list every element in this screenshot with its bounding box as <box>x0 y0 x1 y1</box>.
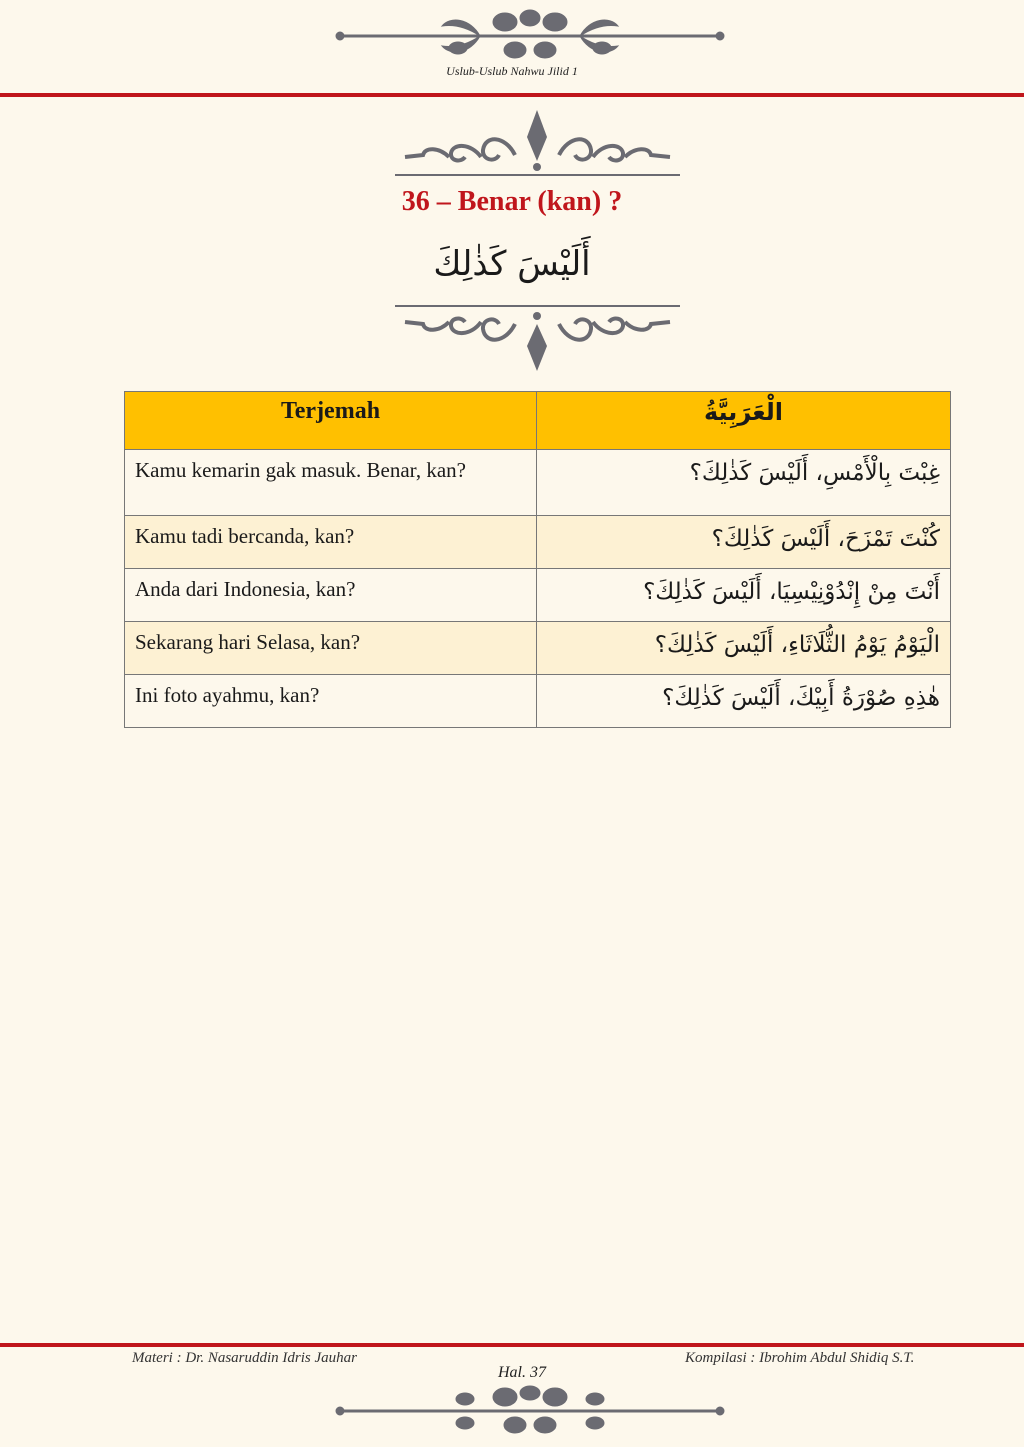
arabic-cell: أَنْتَ مِنْ إِنْدُوْنِيْسِيَا، أَلَيْسَ كَذٰلِكَ؟ <box>537 569 951 622</box>
arabic-cell: غِبْتَ بِالْأَمْسِ، أَلَيْسَ كَذٰلِكَ؟ <box>537 450 951 516</box>
footer-materi: Materi : Dr. Nasaruddin Idris Jauhar <box>132 1350 358 1366</box>
footer-ornament-icon <box>330 1385 730 1437</box>
translation-cell: Sekarang hari Selasa, kan? <box>125 622 537 675</box>
translation-cell: Kamu tadi bercanda, kan? <box>125 516 537 569</box>
page-number: Hal. 37 <box>498 1364 546 1381</box>
title-ornament-bottom-icon <box>395 296 680 376</box>
footer-kompilasi: Kompilasi : Ibrohim Abdul Shidiq S.T. <box>685 1350 915 1366</box>
arabic-cell: كُنْتَ تَمْزَحَ، أَلَيْسَ كَذٰلِكَ؟ <box>537 516 951 569</box>
header-rule <box>0 93 1024 97</box>
lesson-title: 36 – Benar (kan) ? <box>401 186 623 217</box>
table-row <box>125 569 951 622</box>
footer-rule <box>0 1343 1024 1347</box>
running-header: Uslub-Uslub Nahwu Jilid 1 <box>446 64 578 78</box>
lesson-arabic-title: أَلَيْسَ كَذٰلِكَ <box>433 244 591 284</box>
table-row <box>125 516 951 569</box>
arabic-cell: هٰذِهِ صُوْرَةُ أَبِيْكَ، أَلَيْسَ كَذٰلِكَ؟ <box>537 675 951 728</box>
translation-cell: Ini foto ayahmu, kan? <box>125 675 537 728</box>
table-row <box>125 622 951 675</box>
header-translation: Terjemah <box>125 392 537 450</box>
header-arabic: الْعَرَبِيَّةُ <box>537 392 951 450</box>
translation-table <box>124 391 951 728</box>
title-ornament-top-icon <box>395 105 680 185</box>
header-ornament-icon <box>330 8 730 60</box>
translation-cell: Kamu kemarin gak masuk. Benar, kan? <box>125 450 537 516</box>
arabic-cell: الْيَوْمُ يَوْمُ الثُّلَاثَاءِ، أَلَيْسَ كَذٰلِكَ؟ <box>537 622 951 675</box>
translation-cell: Anda dari Indonesia, kan? <box>125 569 537 622</box>
table-row <box>125 450 951 516</box>
table-row <box>125 675 951 728</box>
